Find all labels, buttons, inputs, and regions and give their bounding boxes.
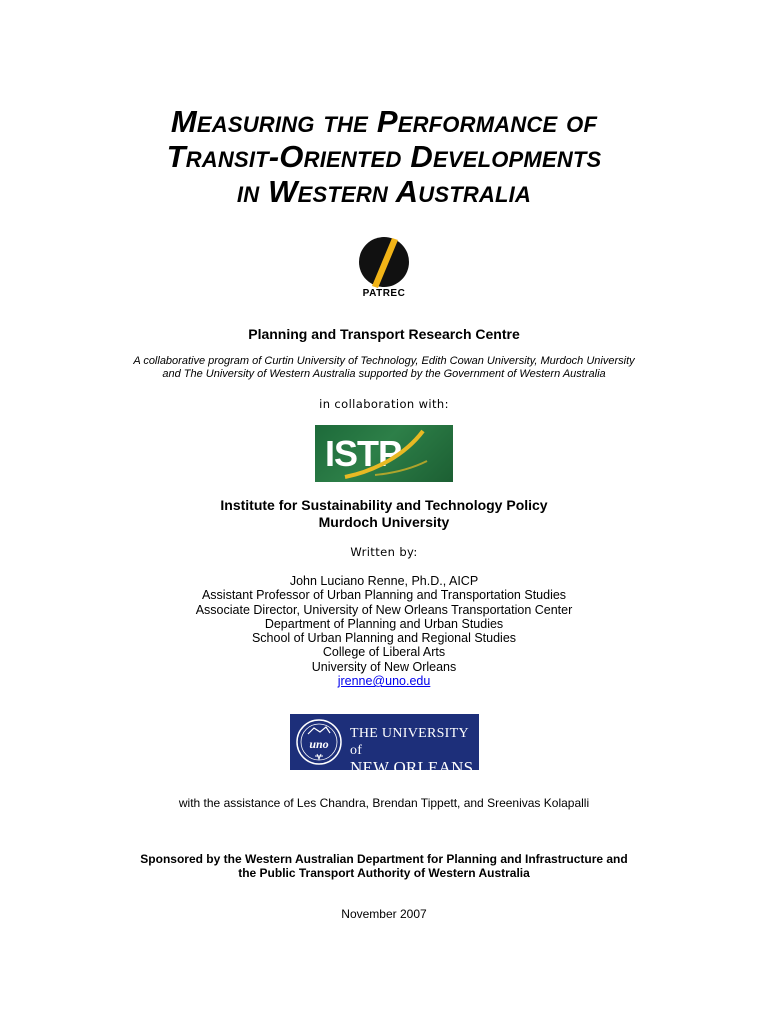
- assistance-credit: with the assistance of Les Chandra, Brendan Tippett, and Sreenivas Kolapalli: [178, 796, 590, 810]
- uno-logo-line-1: THE UNIVERSITY of: [350, 726, 469, 758]
- sponsor-line-1: Sponsored by the Western Australian Department for Planning and Infrastructure and: [140, 852, 628, 866]
- istp-logo-label: ISTP: [325, 433, 402, 474]
- title-line-1: Measuring the Performance of: [170, 104, 598, 139]
- publication-date: November 2007: [341, 907, 427, 921]
- title-line-3: in Western Australia: [236, 174, 532, 209]
- author-line: University of New Orleans: [311, 659, 457, 674]
- collaborative-program-text: [0, 355, 768, 381]
- collaborative-program-line-2: and The University of Western Australia supported by the Government of Western Australia: [162, 368, 606, 380]
- author-line: John Luciano Renne, Ph.D., AICP: [289, 574, 479, 588]
- sponsor-statement: [0, 852, 768, 880]
- institute-line-1: Institute for Sustainability and Technology Policy: [220, 497, 548, 513]
- uno-logo: [290, 714, 479, 777]
- document-title: [0, 104, 768, 209]
- uno-seal-mark: uno: [309, 737, 329, 751]
- institute-name: [0, 497, 768, 531]
- patrec-logo-label: PATREC: [362, 288, 406, 299]
- uno-logo-text: [350, 725, 479, 776]
- uno-seal-icon: [290, 714, 350, 770]
- author-block: [0, 574, 768, 688]
- institute-line-2: Murdoch University: [318, 514, 450, 530]
- author-line: Associate Director, University of New Orleans Transportation Center: [195, 602, 573, 617]
- uno-logo-line-2: NEW ORLEANS: [350, 758, 474, 777]
- in-collaboration-label: in collaboration with:: [319, 397, 449, 411]
- author-line: Department of Planning and Urban Studies: [264, 616, 504, 631]
- patrec-logo-mark: [356, 234, 412, 290]
- title-line-2: Transit-Oriented Developments: [166, 139, 602, 174]
- sponsor-line-2: the Public Transport Authority of Western Australia: [238, 866, 530, 880]
- author-line: Assistant Professor of Urban Planning and Transportation Studies: [201, 588, 567, 603]
- author-line: School of Urban Planning and Regional Studies: [251, 631, 517, 646]
- author-line: College of Liberal Arts: [322, 645, 446, 660]
- centre-name: Planning and Transport Research Centre: [248, 326, 520, 342]
- collaborative-program-line-1: A collaborative program of Curtin University of Technology, Edith Cowan University, Murdoch University: [133, 355, 635, 367]
- istp-logo: [315, 425, 453, 482]
- written-by-label: Written by:: [350, 545, 418, 559]
- author-email-link[interactable]: jrenne@uno.edu: [337, 674, 431, 689]
- istp-swoosh-icon: [315, 425, 453, 482]
